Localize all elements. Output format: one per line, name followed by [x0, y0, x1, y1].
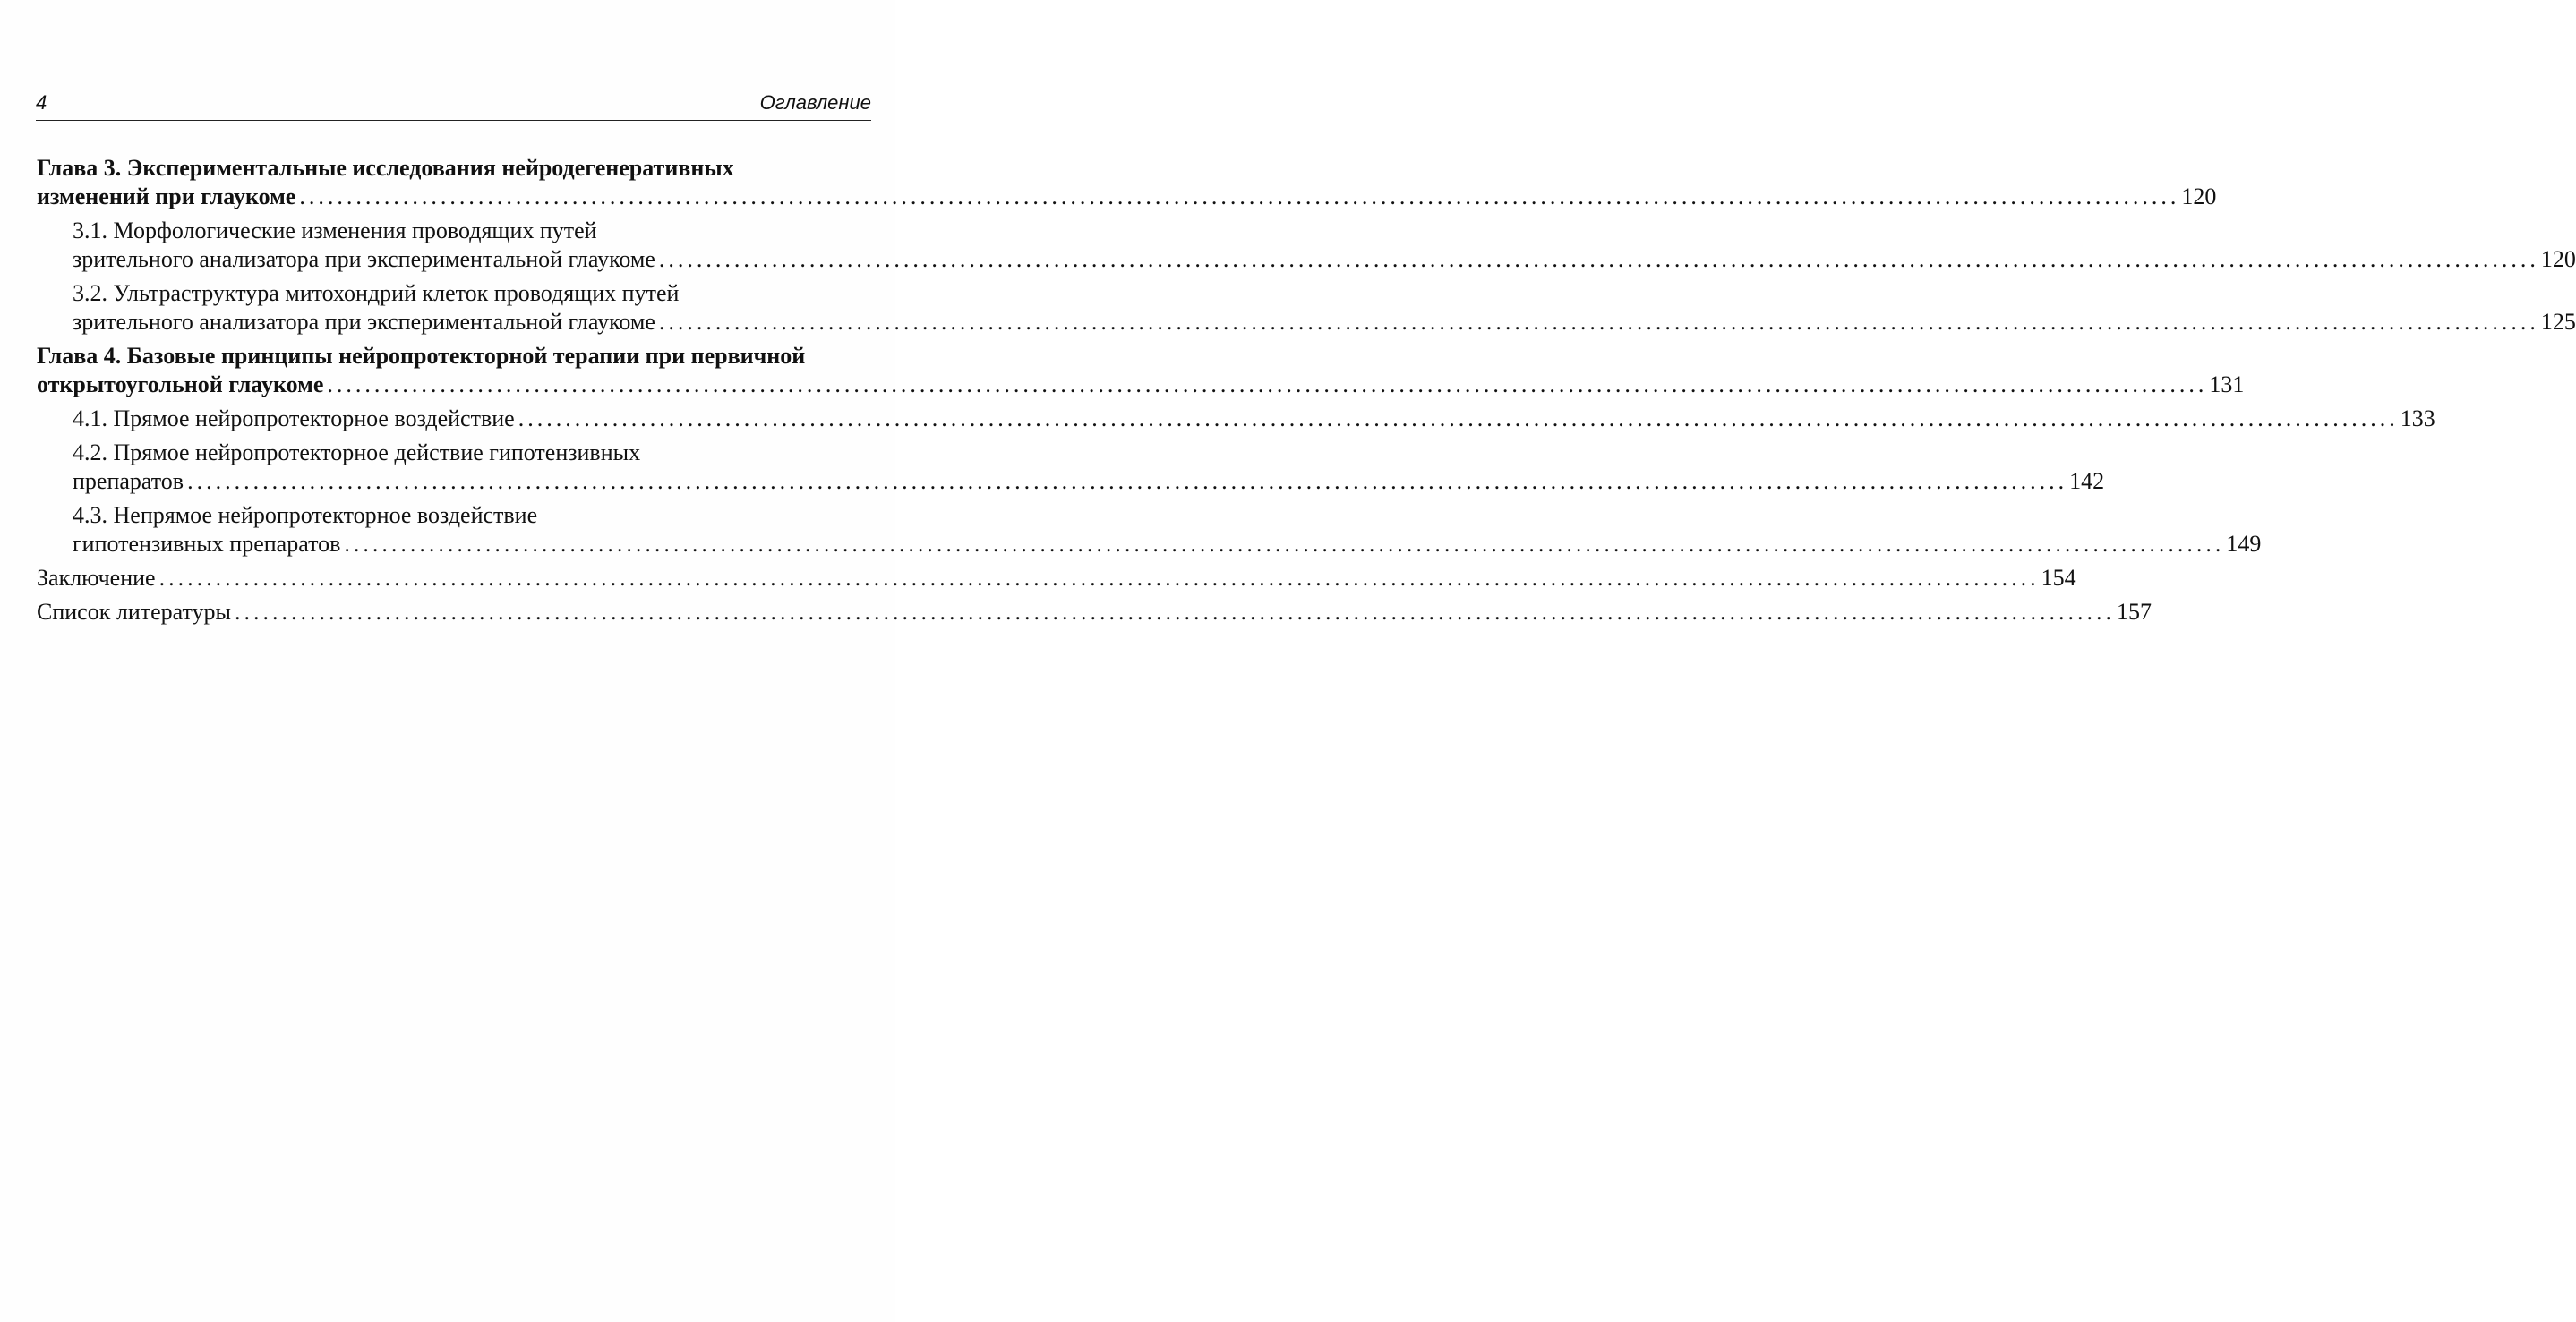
toc-entry-title: открытоугольной глаукоме: [37, 371, 324, 397]
toc-entry: [37, 501, 2262, 559]
toc-entry-line: [37, 564, 2076, 593]
toc-entry-title: 4.2. Прямое нейропротекторное действие гипотензивных: [73, 439, 641, 465]
toc-entry: [37, 564, 2076, 593]
toc-entry: [37, 405, 2435, 433]
toc-entry-title: препаратов: [73, 468, 184, 494]
toc-dot-leader: ........................................................................................................................................................................................................: [344, 531, 2225, 557]
toc-entry-line: [73, 245, 2576, 274]
toc-dot-leader: ........................................................................................................................................................................................................: [235, 599, 2115, 625]
toc-entry: [37, 439, 2105, 496]
toc-page-number: 125: [2540, 309, 2576, 335]
toc-page-number: 154: [2041, 565, 2076, 591]
toc-entry-title: Заключение: [37, 565, 156, 591]
page-number: 4: [36, 91, 47, 114]
toc-entry-title: Глава 4. Базовые принципы нейропротекторной терапии при первичной: [37, 343, 806, 369]
toc-entry-line: [73, 467, 2105, 496]
toc-entry: [37, 217, 2576, 274]
toc-entry-line: [73, 530, 2262, 559]
toc-entry: [37, 598, 2152, 627]
toc-entry-title: зрительного анализатора при экспериментальной глаукоме: [73, 246, 655, 272]
toc-entry: [37, 279, 2576, 337]
toc-page-number: 149: [2226, 531, 2262, 557]
toc-dot-leader: ........................................................................................................................................................................................................: [518, 405, 2399, 431]
toc-page-number: 120: [2540, 246, 2576, 272]
toc-page-number: 133: [2400, 405, 2435, 431]
toc-entry-title: Список литературы: [37, 599, 231, 625]
toc-dot-leader: ........................................................................................................................................................................................................: [187, 468, 2068, 494]
toc-entry-title: 4.3. Непрямое нейропротекторное воздействие: [73, 502, 538, 528]
toc-entry-line: [73, 501, 872, 530]
toc-entry-title: 3.1. Морфологические изменения проводящих путей: [73, 217, 597, 243]
toc-page-number: 131: [2209, 371, 2245, 397]
running-title: Оглавление: [759, 91, 871, 114]
toc-dot-leader: ........................................................................................................................................................................................................: [299, 183, 2180, 209]
toc-page-number: 142: [2069, 468, 2105, 494]
toc-entry-line: [37, 371, 2245, 399]
toc-entry-line: [73, 279, 872, 308]
toc-entry: [37, 154, 2217, 211]
toc-entry-line: [73, 308, 2576, 337]
toc-entry-title: изменений при глаукоме: [37, 183, 296, 209]
toc-page-number: 120: [2181, 183, 2217, 209]
toc-dot-leader: ........................................................................................................................................................................................................: [327, 371, 2208, 397]
toc-entry-title: зрительного анализатора при экспериментальной глаукоме: [73, 309, 655, 335]
toc-entry: [37, 342, 2245, 399]
toc-entry-title: Глава 3. Экспериментальные исследования нейродегенеративных: [37, 155, 734, 181]
toc-entry-line: [37, 598, 2152, 627]
table-of-contents: [37, 154, 2576, 632]
toc-entry-line: [73, 217, 872, 245]
toc-entry-title: 3.2. Ультраструктура митохондрий клеток проводящих путей: [73, 280, 680, 306]
toc-entry-line: [73, 405, 2435, 433]
toc-dot-leader: ........................................................................................................................................................................................................: [658, 246, 2539, 272]
toc-entry-line: [73, 439, 872, 467]
toc-entry-line: [37, 154, 872, 183]
toc-dot-leader: ........................................................................................................................................................................................................: [658, 309, 2539, 335]
toc-entry-title: 4.1. Прямое нейропротекторное воздействие: [73, 405, 515, 431]
toc-dot-leader: ........................................................................................................................................................................................................: [158, 565, 2040, 591]
toc-entry-line: [37, 342, 872, 371]
toc-entry-line: [37, 183, 2217, 211]
toc-entry-title: гипотензивных препаратов: [73, 531, 341, 557]
toc-page-number: 157: [2117, 599, 2152, 625]
running-head: [36, 90, 871, 121]
